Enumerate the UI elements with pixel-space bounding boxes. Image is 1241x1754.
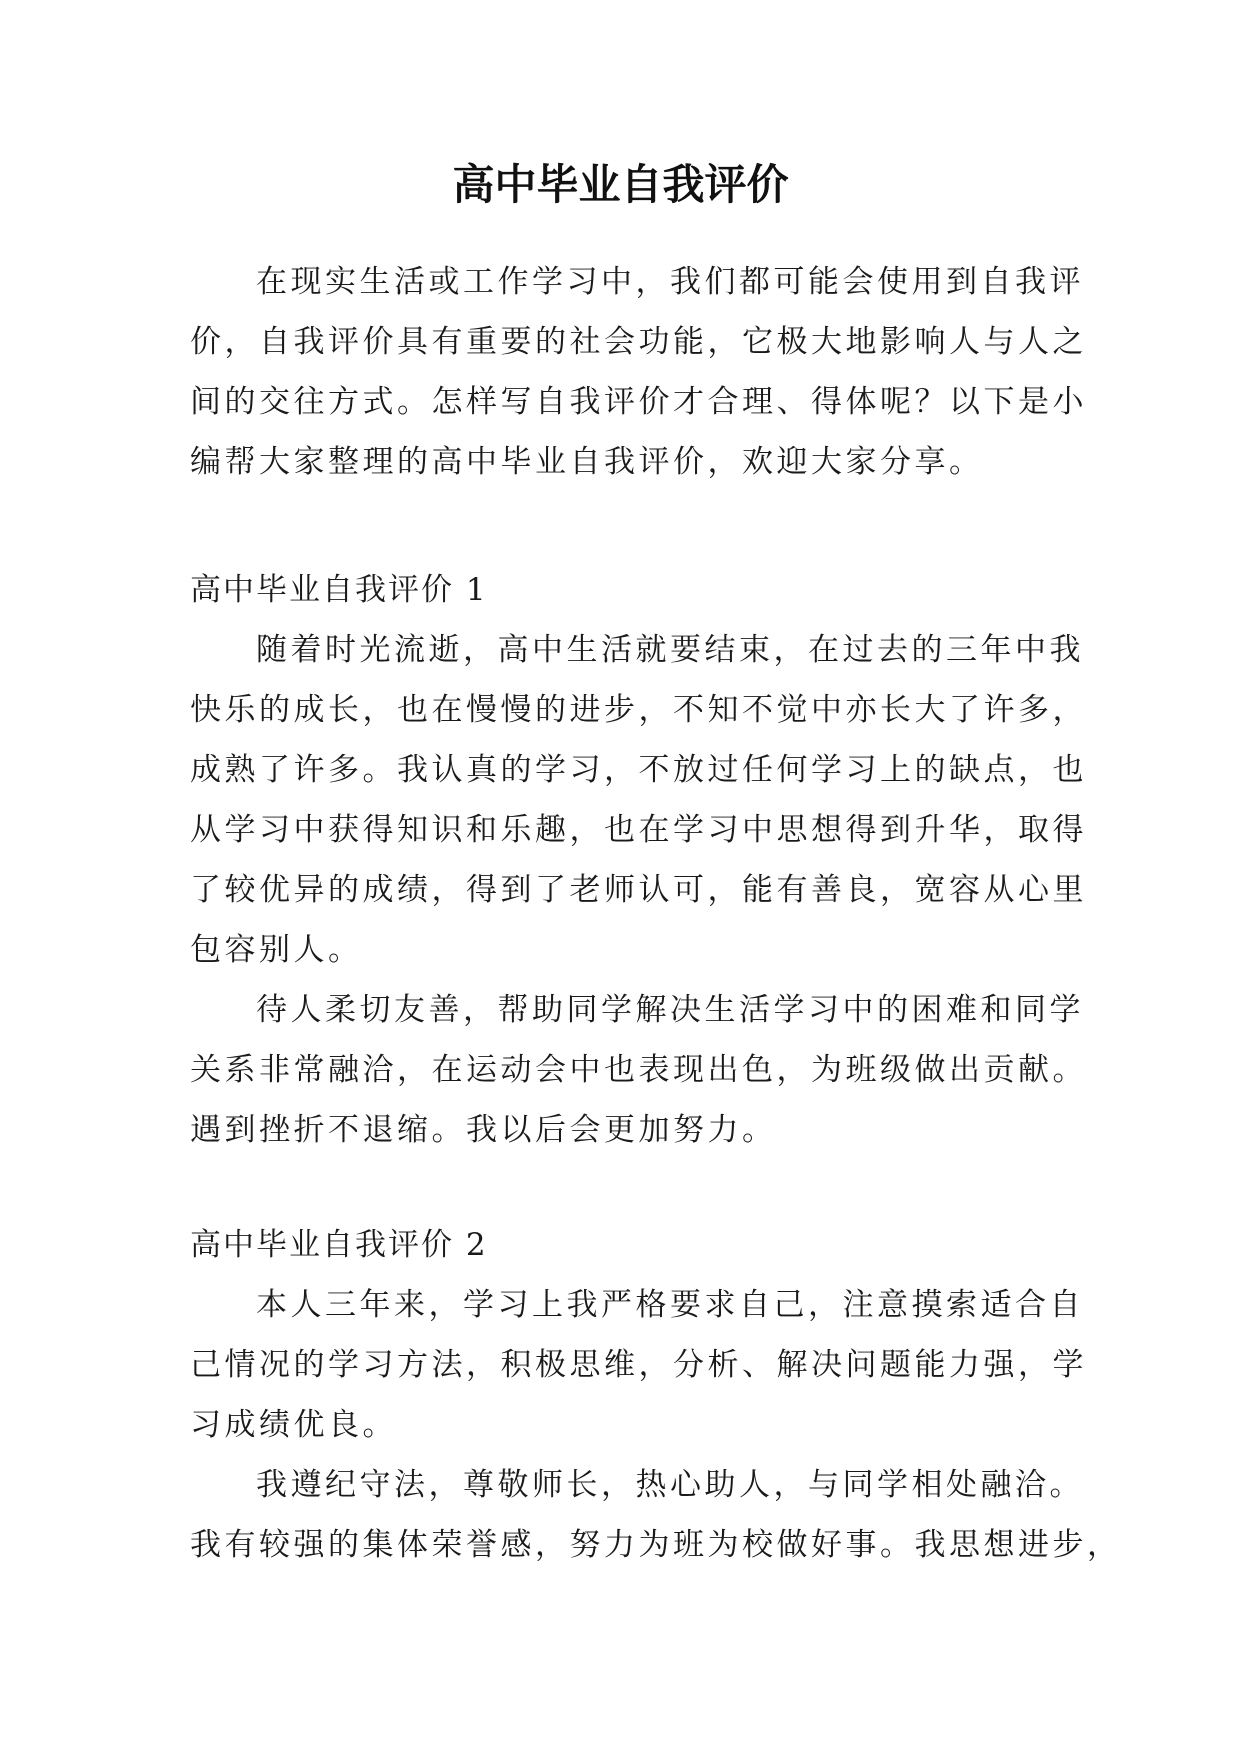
section-1-para-1-line-2: 快乐的成长，也在慢慢的进步，不知不觉中亦长大了许多，	[190, 692, 1087, 728]
intro-line-1: 在现实生活或工作学习中，我们都可能会使用到自我评	[256, 264, 1084, 300]
section-1-para-1-line-3: 成熟了许多。我认真的学习，不放过任何学习上的缺点，也	[190, 752, 1087, 788]
intro-line-2: 价，自我评价具有重要的社会功能，它极大地影响人与人之	[190, 324, 1087, 360]
intro-line-4: 编帮大家整理的高中毕业自我评价，欢迎大家分享。	[190, 444, 984, 480]
section-1-para-1-line-1: 随着时光流逝，高中生活就要结束，在过去的三年中我	[256, 632, 1084, 668]
section-1-para-2-line-3: 遇到挫折不退缩。我以后会更加努力。	[190, 1112, 777, 1148]
section-2-heading: 高中毕业自我评价 2	[190, 1227, 488, 1263]
section-1-para-1-line-6: 包容别人。	[190, 932, 363, 968]
section-2-para-2-line-2: 我有较强的集体荣誉感，努力为班为校做好事。我思想进步，	[190, 1527, 1122, 1563]
document-title: 高中毕业自我评价	[452, 160, 789, 209]
section-1-heading: 高中毕业自我评价 1	[190, 572, 488, 608]
section-1-para-1-line-5: 了较优异的成绩，得到了老师认可，能有善良，宽容从心里	[190, 872, 1087, 908]
section-2-para-2-line-1: 我遵纪守法，尊敬师长，热心助人，与同学相处融洽。	[256, 1467, 1084, 1503]
section-1-para-2-line-2: 关系非常融洽，在运动会中也表现出色，为班级做出贡献。	[190, 1052, 1087, 1088]
section-2-para-1-line-2: 己情况的学习方法，积极思维，分析、解决问题能力强，学	[190, 1347, 1087, 1383]
section-1-para-2-line-1: 待人柔切友善，帮助同学解决生活学习中的困难和同学	[256, 992, 1084, 1028]
section-2-para-1-line-3: 习成绩优良。	[190, 1407, 397, 1443]
section-2-para-1-line-1: 本人三年来，学习上我严格要求自己，注意摸索适合自	[256, 1287, 1084, 1323]
intro-line-3: 间的交往方式。怎样写自我评价才合理、得体呢？以下是小	[190, 384, 1087, 420]
section-1-para-1-line-4: 从学习中获得知识和乐趣，也在学习中思想得到升华，取得	[190, 812, 1087, 848]
